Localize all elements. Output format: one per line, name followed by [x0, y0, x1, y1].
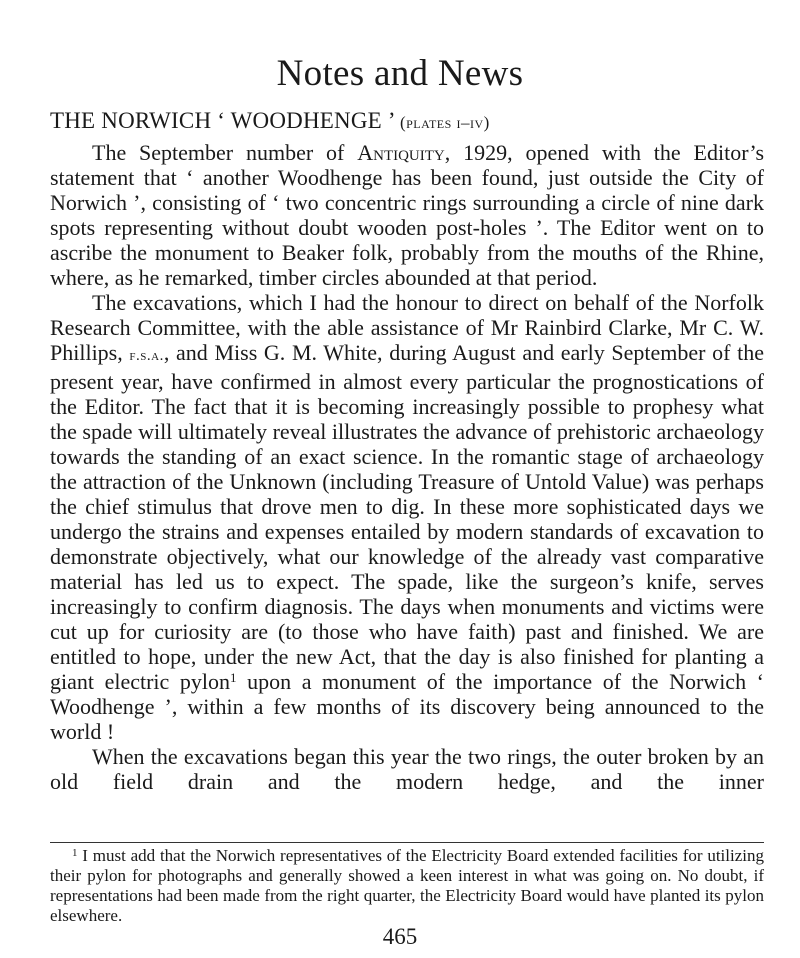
page-title: Notes and News [276, 53, 524, 94]
footnote-paragraph [50, 846, 764, 926]
paragraph-3: When the excavations began this year the two rings, the outer broken by an old field drain and the modern hedge, and the inner [50, 744, 764, 794]
paragraph-1 [50, 140, 764, 290]
p2-end: upon a monument of the importance of the Norwich ‘ Woodhenge ’, within a few months of its discovery being announced to the world ! [50, 669, 764, 744]
section-heading [50, 108, 490, 134]
fsa-abbreviation: f.s.a. [129, 348, 164, 364]
article-body [50, 140, 764, 794]
footnote-text: I must add that the Norwich representatives of the Electricity Board extended facilities for utilizing their pylon for photographs and generally showed a keen interest in what was going on. No doubt, if representations had been made from the right quarter, the Electricity Board would have planted its pylon elsewhere. [50, 846, 764, 925]
footnote-reference: 1 [230, 670, 237, 685]
p2-middle: , and Miss G. M. White, during August and early September of the present year, have confirmed in almost every particular the prognostications of the Editor. The fact that it is becoming increasingly possible to prophesy what the spade will ultimately reveal illustrates the advance of prehistoric archaeology towards the standing of an exact science. In the romantic stage of archaeology the attraction of the Unknown (including Treasure of Untold Value) was perhaps the chief stimulus that drove men to dig. In these more sophisticated days we undergo the strains and expenses entailed by modern standards of excavation to demonstrate objectively, what our knowledge of the already vast comparative material has led us to expect. The spade, like the surgeon’s knife, serves increasingly to confirm diagnosis. The days when monuments and victims were cut up for curiosity are (to those who have faith) past and finished. We are entitled to hope, under the new Act, that the day is also finished for planting a giant electric pylon [50, 340, 765, 694]
footnote [50, 846, 764, 926]
page-number: 465 [382, 924, 418, 949]
p2-start: The excavations, which I had the honour to direct on behalf of the Norfolk Research Committee, with the able assistance of Mr Rainbird Clarke, Mr C. W. Phillips, [50, 290, 764, 365]
paragraph-2 [50, 290, 764, 744]
footnote-divider [50, 842, 764, 843]
footnote-marker: 1 [72, 847, 78, 859]
journal-name: Antiquity [357, 140, 445, 165]
plates-reference: (plates i–iv) [399, 113, 490, 132]
p1-start: The September number of [92, 140, 358, 165]
section-heading-text: THE NORWICH ‘ WOODHENGE ’ [50, 108, 394, 133]
p1-rest: , 1929, opened with the Editor’s statement that ‘ another Woodhenge has been found, just outside the City of Norwich ’, consisting of ‘ two concentric rings surrounding a circle of nine dark spots representing without doubt wooden post-holes ’. The Editor went on to ascribe the monument to Beaker folk, probably from the mouths of the Rhine, where, as he remarked, timber circles abounded at that period. [50, 140, 765, 290]
